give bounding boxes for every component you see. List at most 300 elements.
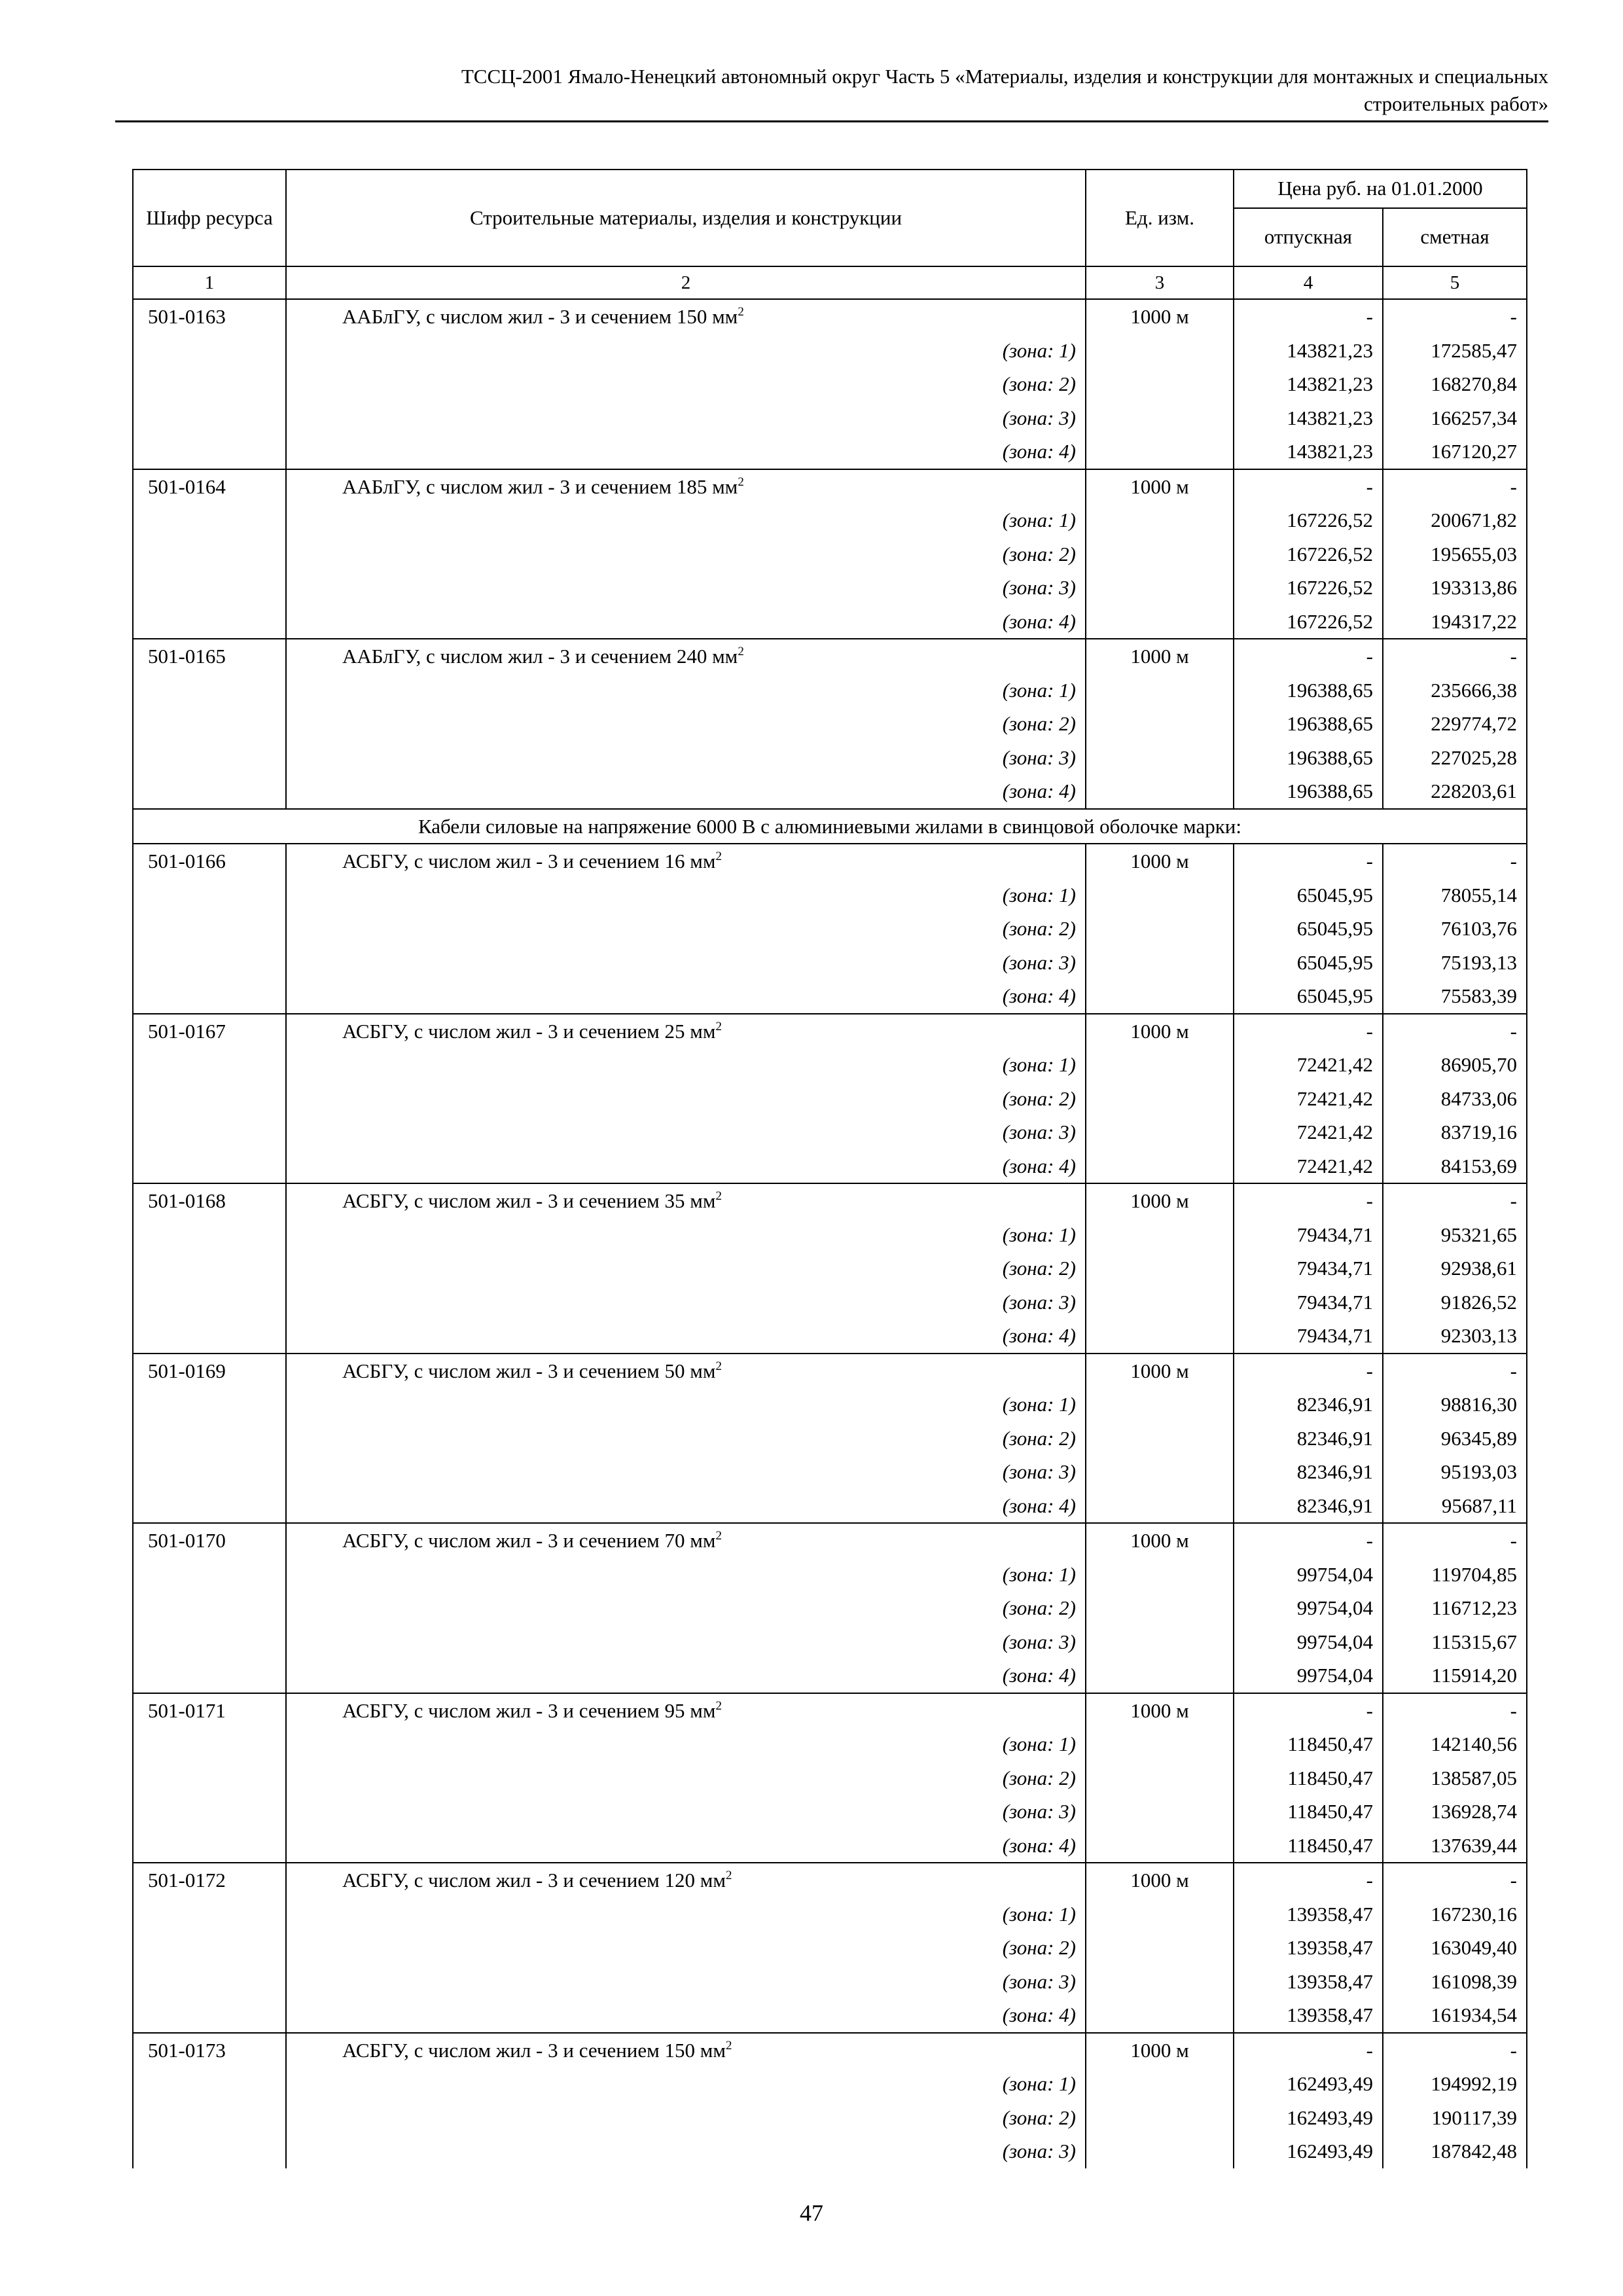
unit-empty [1086, 503, 1234, 537]
zone-estimate-price: 136928,74 [1383, 1795, 1527, 1829]
zone-label: (зона: 2) [286, 912, 1086, 946]
zone-release-price: 162493,49 [1234, 2134, 1383, 2168]
resource-code-empty [133, 912, 286, 946]
zone-release-price: 167226,52 [1234, 537, 1383, 571]
zone-estimate-price: 187842,48 [1383, 2134, 1527, 2168]
zone-estimate-price: 142140,56 [1383, 1727, 1527, 1761]
zone-estimate-price: 172585,47 [1383, 334, 1527, 368]
resource-code-empty [133, 1251, 286, 1285]
zone-release-price: 196388,65 [1234, 707, 1383, 741]
resource-code-empty [133, 367, 286, 401]
material-name [286, 844, 1086, 878]
zone-label: (зона: 1) [286, 503, 1086, 537]
zone-release-price: 79434,71 [1234, 1319, 1383, 1354]
zone-label: (зона: 3) [286, 1625, 1086, 1659]
resource-code-empty [133, 1965, 286, 1999]
estimate-price: - [1383, 1863, 1527, 1897]
zone-estimate-price: 161098,39 [1383, 1965, 1527, 1999]
unit-empty [1086, 774, 1234, 809]
header-code: Шифр ресурса [133, 170, 286, 266]
zone-estimate-price: 161934,54 [1383, 1998, 1527, 2033]
resource-code-empty [133, 1795, 286, 1829]
zone-estimate-price: 115315,67 [1383, 1625, 1527, 1659]
zone-release-price: 139358,47 [1234, 1931, 1383, 1965]
zone-estimate-price: 95193,03 [1383, 1455, 1527, 1489]
zone-row [133, 435, 1527, 469]
zone-label: (зона: 4) [286, 435, 1086, 469]
unit-empty [1086, 878, 1234, 912]
price-table-container [132, 169, 1526, 2168]
zone-row [133, 2134, 1527, 2168]
table-row [133, 1014, 1527, 1049]
zone-row [133, 912, 1527, 946]
header-release-price: отпускная [1234, 208, 1383, 266]
unit-empty [1086, 605, 1234, 639]
header-estimate-price: сметная [1383, 208, 1527, 266]
unit-empty [1086, 2067, 1234, 2101]
resource-code: 501-0170 [133, 1523, 286, 1558]
material-name-text: ААБлГУ, с числом жил - 3 и сечением 185 мм [342, 475, 738, 498]
release-price: - [1234, 469, 1383, 504]
zone-label: (зона: 4) [286, 774, 1086, 809]
zone-label: (зона: 1) [286, 1218, 1086, 1252]
material-name [286, 1354, 1086, 1388]
resource-code-empty [133, 979, 286, 1014]
table-row [133, 1523, 1527, 1558]
material-name-text: АСБГУ, с числом жил - 3 и сечением 120 мм [342, 1869, 726, 1892]
table-row [133, 1863, 1527, 1897]
zone-estimate-price: 95321,65 [1383, 1218, 1527, 1252]
zone-estimate-price: 91826,52 [1383, 1285, 1527, 1319]
resource-code-empty [133, 1455, 286, 1489]
zone-estimate-price: 194992,19 [1383, 2067, 1527, 2101]
zone-label: (зона: 2) [286, 1251, 1086, 1285]
resource-code-empty [133, 1048, 286, 1082]
unit-empty [1086, 1897, 1234, 1931]
zone-estimate-price: 167230,16 [1383, 1897, 1527, 1931]
zone-label: (зона: 2) [286, 1082, 1086, 1116]
material-name [286, 469, 1086, 504]
zone-release-price: 196388,65 [1234, 673, 1383, 708]
zone-release-price: 65045,95 [1234, 979, 1383, 1014]
zone-label: (зона: 1) [286, 1727, 1086, 1761]
zone-release-price: 79434,71 [1234, 1251, 1383, 1285]
price-table [132, 169, 1527, 2168]
unit-of-measure: 1000 м [1086, 2033, 1234, 2068]
zone-label: (зона: 4) [286, 1319, 1086, 1354]
zone-release-price: 143821,23 [1234, 435, 1383, 469]
zone-estimate-price: 168270,84 [1383, 367, 1527, 401]
unit-empty [1086, 1659, 1234, 1693]
unit-empty [1086, 334, 1234, 368]
release-price: - [1234, 1523, 1383, 1558]
resource-code-empty [133, 1829, 286, 1863]
resource-code-empty [133, 878, 286, 912]
material-name [286, 1693, 1086, 1728]
zone-release-price: 72421,42 [1234, 1149, 1383, 1184]
material-name-text: АСБГУ, с числом жил - 3 и сечением 35 мм [342, 1189, 716, 1212]
zone-estimate-price: 229774,72 [1383, 707, 1527, 741]
zone-row [133, 707, 1527, 741]
zone-row [133, 1829, 1527, 1863]
table-row [133, 1693, 1527, 1728]
zone-estimate-price: 86905,70 [1383, 1048, 1527, 1082]
zone-label: (зона: 3) [286, 2134, 1086, 2168]
zone-estimate-price: 75193,13 [1383, 946, 1527, 980]
zone-release-price: 143821,23 [1234, 401, 1383, 435]
header-rule [115, 120, 1548, 122]
table-row [133, 469, 1527, 504]
material-name-text: АСБГУ, с числом жил - 3 и сечением 50 мм [342, 1359, 716, 1382]
zone-estimate-price: 75583,39 [1383, 979, 1527, 1014]
zone-row [133, 1319, 1527, 1354]
zone-release-price: 162493,49 [1234, 2101, 1383, 2135]
zone-estimate-price: 116712,23 [1383, 1591, 1527, 1625]
resource-code-empty [133, 1319, 286, 1354]
resource-code-empty [133, 946, 286, 980]
zone-label: (зона: 4) [286, 979, 1086, 1014]
zone-estimate-price: 92938,61 [1383, 1251, 1527, 1285]
zone-release-price: 79434,71 [1234, 1218, 1383, 1252]
resource-code: 501-0171 [133, 1693, 286, 1728]
resource-code-empty [133, 1489, 286, 1524]
zone-row [133, 537, 1527, 571]
unit-empty [1086, 1319, 1234, 1354]
section-title: Кабели силовые на напряжение 6000 В с алюминиевыми жилами в свинцовой оболочке марки: [133, 809, 1527, 844]
zone-release-price: 196388,65 [1234, 741, 1383, 775]
unit-superscript: 2 [715, 1189, 722, 1203]
zone-release-price: 167226,52 [1234, 571, 1383, 605]
running-header [115, 63, 1548, 118]
unit-empty [1086, 1285, 1234, 1319]
unit-empty [1086, 1591, 1234, 1625]
resource-code-empty [133, 1897, 286, 1931]
zone-release-price: 139358,47 [1234, 1998, 1383, 2033]
zone-row [133, 1625, 1527, 1659]
zone-release-price: 99754,04 [1234, 1591, 1383, 1625]
unit-empty [1086, 2101, 1234, 2135]
release-price: - [1234, 2033, 1383, 2068]
unit-empty [1086, 1115, 1234, 1149]
resource-code-empty [133, 1659, 286, 1693]
zone-label: (зона: 2) [286, 1422, 1086, 1456]
resource-code-empty [133, 1218, 286, 1252]
material-name [286, 2033, 1086, 2068]
zone-label: (зона: 2) [286, 367, 1086, 401]
unit-superscript: 2 [738, 305, 744, 319]
zone-release-price: 82346,91 [1234, 1388, 1383, 1422]
zone-label: (зона: 4) [286, 1998, 1086, 2033]
unit-empty [1086, 1149, 1234, 1184]
release-price: - [1234, 1863, 1383, 1897]
price-table-body [133, 299, 1527, 2168]
zone-row [133, 673, 1527, 708]
resource-code-empty [133, 435, 286, 469]
zone-label: (зона: 3) [286, 1285, 1086, 1319]
zone-row [133, 1998, 1527, 2033]
estimate-price: - [1383, 639, 1527, 673]
table-row [133, 1183, 1527, 1218]
material-name [286, 1014, 1086, 1049]
zone-label: (зона: 2) [286, 1931, 1086, 1965]
zone-label: (зона: 4) [286, 605, 1086, 639]
zone-row [133, 1489, 1527, 1524]
resource-code-empty [133, 401, 286, 435]
zone-release-price: 196388,65 [1234, 774, 1383, 809]
resource-code-empty [133, 2134, 286, 2168]
unit-of-measure: 1000 м [1086, 1183, 1234, 1218]
zone-estimate-price: 194317,22 [1383, 605, 1527, 639]
material-name-text: АСБГУ, с числом жил - 3 и сечением 95 мм [342, 1698, 716, 1722]
zone-release-price: 79434,71 [1234, 1285, 1383, 1319]
estimate-price: - [1383, 1693, 1527, 1728]
estimate-price: - [1383, 1183, 1527, 1218]
zone-release-price: 143821,23 [1234, 334, 1383, 368]
column-number: 1 [133, 266, 286, 299]
unit-empty [1086, 673, 1234, 708]
resource-code-empty [133, 1625, 286, 1659]
unit-empty [1086, 741, 1234, 775]
unit-empty [1086, 2134, 1234, 2168]
zone-estimate-price: 78055,14 [1383, 878, 1527, 912]
zone-row [133, 1659, 1527, 1693]
zone-estimate-price: 227025,28 [1383, 741, 1527, 775]
zone-row [133, 1149, 1527, 1184]
unit-empty [1086, 1558, 1234, 1592]
zone-estimate-price: 84733,06 [1383, 1082, 1527, 1116]
zone-label: (зона: 3) [286, 1795, 1086, 1829]
resource-code-empty [133, 1115, 286, 1149]
unit-empty [1086, 367, 1234, 401]
unit-superscript: 2 [738, 475, 744, 489]
estimate-price: - [1383, 469, 1527, 504]
column-number: 2 [286, 266, 1086, 299]
resource-code-empty [133, 1388, 286, 1422]
zone-release-price: 118450,47 [1234, 1795, 1383, 1829]
unit-empty [1086, 1761, 1234, 1795]
release-price: - [1234, 1354, 1383, 1388]
zone-estimate-price: 138587,05 [1383, 1761, 1527, 1795]
zone-label: (зона: 1) [286, 1897, 1086, 1931]
resource-code-empty [133, 1149, 286, 1184]
zone-estimate-price: 137639,44 [1383, 1829, 1527, 1863]
zone-release-price: 72421,42 [1234, 1115, 1383, 1149]
unit-of-measure: 1000 м [1086, 1693, 1234, 1728]
unit-empty [1086, 1422, 1234, 1456]
material-name [286, 299, 1086, 334]
zone-row [133, 1931, 1527, 1965]
column-number: 3 [1086, 266, 1234, 299]
zone-row [133, 741, 1527, 775]
unit-of-measure: 1000 м [1086, 1863, 1234, 1897]
zone-row [133, 774, 1527, 809]
unit-empty [1086, 707, 1234, 741]
zone-release-price: 72421,42 [1234, 1082, 1383, 1116]
zone-label: (зона: 4) [286, 1659, 1086, 1693]
unit-superscript: 2 [715, 1529, 722, 1543]
zone-release-price: 167226,52 [1234, 605, 1383, 639]
table-row [133, 2033, 1527, 2068]
material-name [286, 1183, 1086, 1218]
zone-row [133, 367, 1527, 401]
resource-code-empty [133, 1285, 286, 1319]
release-price: - [1234, 1693, 1383, 1728]
unit-of-measure: 1000 м [1086, 1523, 1234, 1558]
table-row [133, 844, 1527, 878]
unit-empty [1086, 1048, 1234, 1082]
zone-estimate-price: 167120,27 [1383, 435, 1527, 469]
column-number: 4 [1234, 266, 1383, 299]
resource-code-empty [133, 1998, 286, 2033]
zone-row [133, 946, 1527, 980]
unit-empty [1086, 1965, 1234, 1999]
zone-row [133, 1965, 1527, 1999]
zone-row [133, 1558, 1527, 1592]
unit-empty [1086, 1829, 1234, 1863]
estimate-price: - [1383, 2033, 1527, 2068]
resource-code-empty [133, 2067, 286, 2101]
zone-row [133, 1218, 1527, 1252]
resource-code-empty [133, 1727, 286, 1761]
zone-estimate-price: 92303,13 [1383, 1319, 1527, 1354]
release-price: - [1234, 1014, 1383, 1049]
zone-estimate-price: 228203,61 [1383, 774, 1527, 809]
unit-empty [1086, 946, 1234, 980]
resource-code-empty [133, 605, 286, 639]
zone-row [133, 878, 1527, 912]
unit-of-measure: 1000 м [1086, 639, 1234, 673]
material-name-text: ААБлГУ, с числом жил - 3 и сечением 150 мм [342, 305, 738, 328]
zone-label: (зона: 1) [286, 1558, 1086, 1592]
estimate-price: - [1383, 844, 1527, 878]
zone-estimate-price: 163049,40 [1383, 1931, 1527, 1965]
zone-row [133, 2067, 1527, 2101]
resource-code-empty [133, 673, 286, 708]
zone-label: (зона: 3) [286, 401, 1086, 435]
zone-label: (зона: 2) [286, 537, 1086, 571]
unit-superscript: 2 [726, 1869, 732, 1882]
resource-code-empty [133, 1931, 286, 1965]
zone-release-price: 82346,91 [1234, 1422, 1383, 1456]
unit-empty [1086, 1727, 1234, 1761]
table-row [133, 639, 1527, 673]
resource-code: 501-0164 [133, 469, 286, 504]
unit-of-measure: 1000 м [1086, 1014, 1234, 1049]
resource-code: 501-0168 [133, 1183, 286, 1218]
zone-label: (зона: 1) [286, 673, 1086, 708]
zone-row [133, 334, 1527, 368]
unit-empty [1086, 1795, 1234, 1829]
resource-code-empty [133, 2101, 286, 2135]
resource-code: 501-0169 [133, 1354, 286, 1388]
page-number: 47 [800, 2200, 823, 2226]
zone-label: (зона: 3) [286, 1965, 1086, 1999]
zone-label: (зона: 4) [286, 1489, 1086, 1524]
zone-label: (зона: 1) [286, 2067, 1086, 2101]
zone-estimate-price: 119704,85 [1383, 1558, 1527, 1592]
resource-code-empty [133, 1082, 286, 1116]
resource-code: 501-0166 [133, 844, 286, 878]
zone-estimate-price: 190117,39 [1383, 2101, 1527, 2135]
unit-empty [1086, 979, 1234, 1014]
table-row [133, 299, 1527, 334]
unit-superscript: 2 [726, 2038, 732, 2053]
table-row [133, 1354, 1527, 1388]
resource-code-empty [133, 1591, 286, 1625]
material-name-text: АСБГУ, с числом жил - 3 и сечением 25 мм [342, 1019, 716, 1043]
zone-row [133, 401, 1527, 435]
unit-of-measure: 1000 м [1086, 299, 1234, 334]
estimate-price: - [1383, 1014, 1527, 1049]
zone-release-price: 72421,42 [1234, 1048, 1383, 1082]
zone-row [133, 2101, 1527, 2135]
zone-row [133, 1082, 1527, 1116]
zone-estimate-price: 84153,69 [1383, 1149, 1527, 1184]
unit-empty [1086, 1931, 1234, 1965]
zone-label: (зона: 1) [286, 878, 1086, 912]
zone-label: (зона: 3) [286, 571, 1086, 605]
zone-row [133, 1761, 1527, 1795]
zone-label: (зона: 2) [286, 1591, 1086, 1625]
resource-code: 501-0165 [133, 639, 286, 673]
unit-empty [1086, 571, 1234, 605]
price-table-header [133, 170, 1527, 299]
zone-row [133, 1251, 1527, 1285]
release-price: - [1234, 639, 1383, 673]
unit-of-measure: 1000 м [1086, 844, 1234, 878]
zone-release-price: 143821,23 [1234, 367, 1383, 401]
zone-release-price: 162493,49 [1234, 2067, 1383, 2101]
zone-estimate-price: 193313,86 [1383, 571, 1527, 605]
resource-code-empty [133, 571, 286, 605]
material-name-text: АСБГУ, с числом жил - 3 и сечением 150 мм [342, 2038, 726, 2062]
zone-estimate-price: 200671,82 [1383, 503, 1527, 537]
zone-release-price: 99754,04 [1234, 1558, 1383, 1592]
release-price: - [1234, 299, 1383, 334]
material-name [286, 1523, 1086, 1558]
estimate-price: - [1383, 1523, 1527, 1558]
zone-estimate-price: 195655,03 [1383, 537, 1527, 571]
zone-label: (зона: 2) [286, 707, 1086, 741]
zone-row [133, 1285, 1527, 1319]
header-unit: Ед. изм. [1086, 170, 1234, 266]
unit-empty [1086, 1388, 1234, 1422]
header-name: Строительные материалы, изделия и конструкции [286, 170, 1086, 266]
unit-empty [1086, 1455, 1234, 1489]
unit-superscript: 2 [715, 1698, 722, 1713]
zone-estimate-price: 166257,34 [1383, 401, 1527, 435]
zone-row [133, 1897, 1527, 1931]
zone-row [133, 1388, 1527, 1422]
zone-release-price: 65045,95 [1234, 878, 1383, 912]
unit-empty [1086, 912, 1234, 946]
zone-row [133, 503, 1527, 537]
zone-label: (зона: 3) [286, 1455, 1086, 1489]
resource-code-empty [133, 741, 286, 775]
estimate-price: - [1383, 299, 1527, 334]
zone-row [133, 979, 1527, 1014]
zone-estimate-price: 98816,30 [1383, 1388, 1527, 1422]
unit-superscript: 2 [715, 1019, 722, 1033]
zone-row [133, 1422, 1527, 1456]
resource-code-empty [133, 334, 286, 368]
unit-empty [1086, 1998, 1234, 2033]
zone-label: (зона: 2) [286, 2101, 1086, 2135]
unit-superscript: 2 [738, 645, 744, 658]
column-number: 5 [1383, 266, 1527, 299]
resource-code-empty [133, 537, 286, 571]
section-row [133, 809, 1527, 844]
